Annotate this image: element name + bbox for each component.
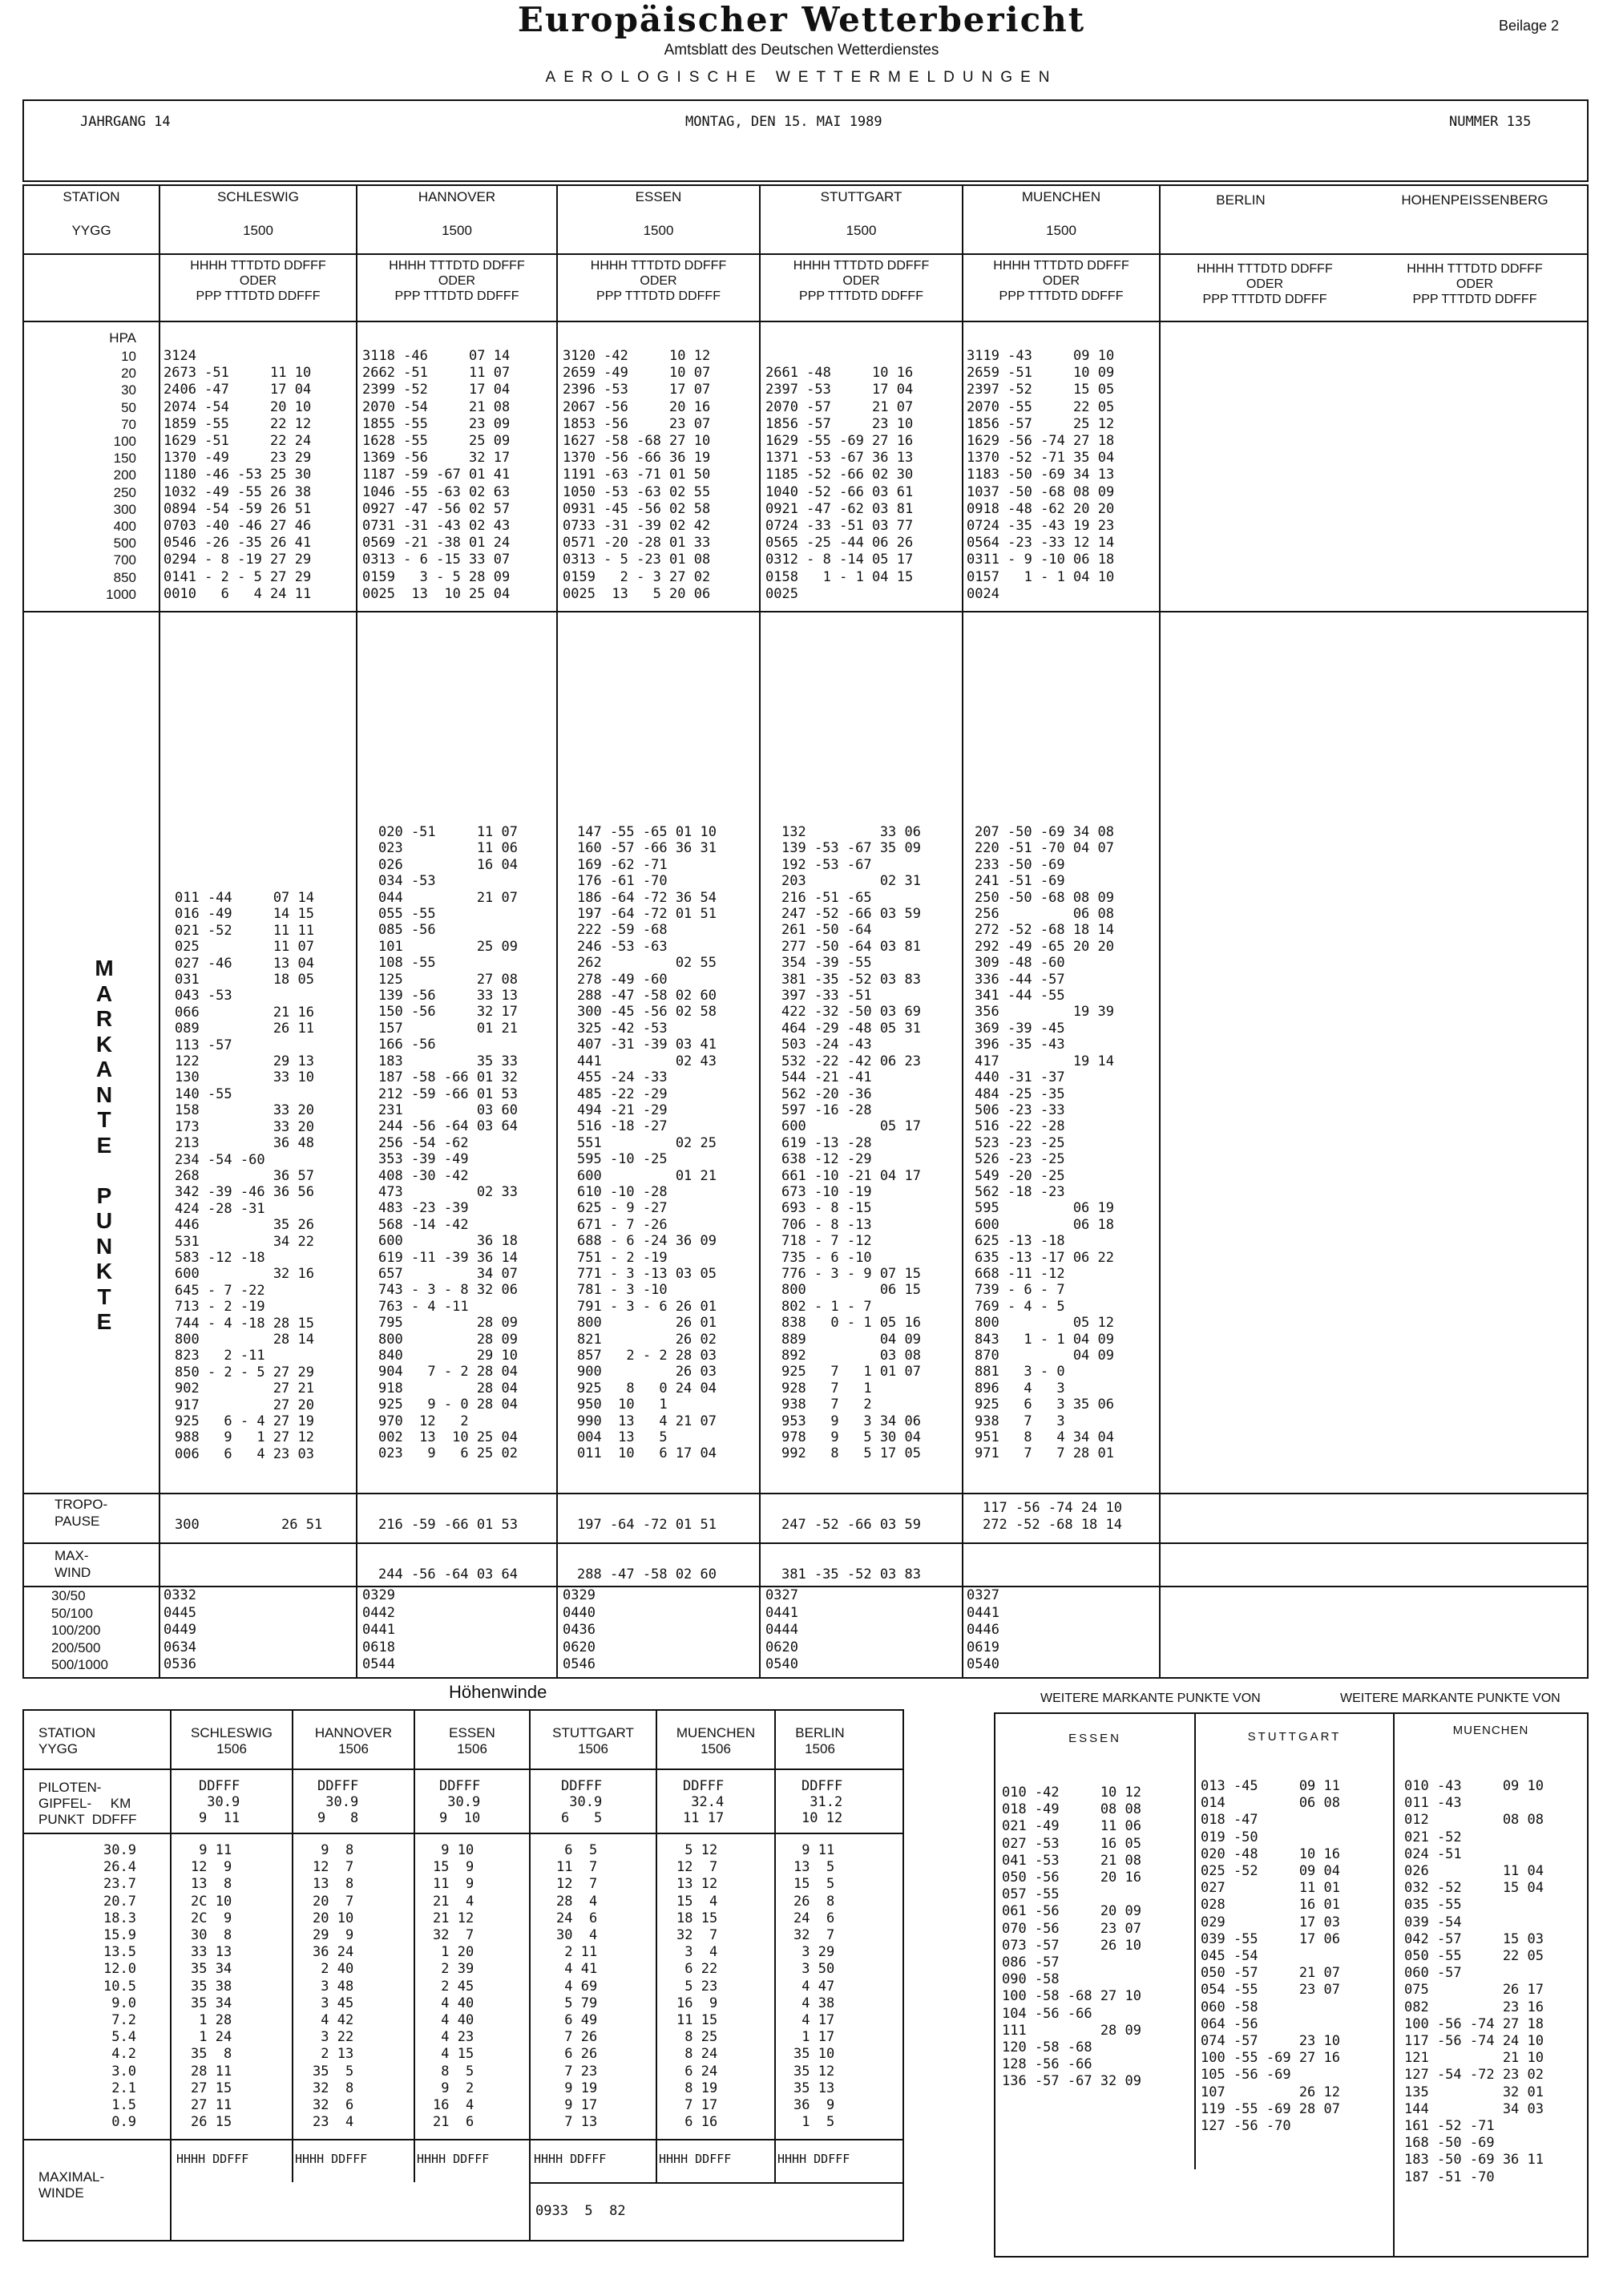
lower-station-label: STATION YYGG — [38, 1725, 96, 1756]
winds-hannover: 9 8 12 7 13 8 20 7 20 10 29 9 36 24 2 40 3 48 3 45 4 42 3 22 2 13 35 5 32 8 32 6 23 4 — [313, 1842, 354, 2131]
station-berlin: BERLIN — [1216, 192, 1266, 208]
colhead: HHHH TTTDTD DDFFF ODER PPP TTTDTD DDFFF — [590, 259, 727, 303]
tropo-essen: 197 -64 -72 01 51 — [577, 1517, 717, 1533]
std-levels-schleswig: 3124 2673 -51 11 10 2406 -47 17 04 2074 -54 20 10 1859 -55 22 12 1629 -51 22 24 1370 -49 23 29 1180 -46 -53 25 30 1032 -49 -55 26 38 0894 -54 -59 26 51 0703 -40 -46 27 46 0546 -26 -35 26 41 0294 - 8 -19 27 29 0141 - 2 - 5 27 29 0010 6 4 24 11 — [164, 348, 312, 602]
tropo-muenchen: 117 -56 -74 24 10 272 -52 -68 18 14 — [983, 1500, 1122, 1533]
hoehenwinde-title: Höhenwinde — [449, 1682, 547, 1702]
markante-stuttgart: 132 33 06 139 -53 -67 35 09 192 -53 -67 203 02 31 216 -51 -65 247 -52 -66 03 59 261 -50 -64 277 -50 -64 03 81 354 -39 -55 381 -35 -52 03 83 397 -33 -51 422 -32 -50 03 69 464 -29 -48 05 31 503 -24 -43 532 -22 -42 06 23 544 -21 -41 562 -20 -36 597 -16 -28 600 05 17 619 -13 -28 638 -12 -29 661 -10 -21 04 17 673 -10 -19 693 - 8 -15 706 - 8 -13 718 - 7 -12 735 - 6 -10 776 - 3 - 9 07 15 800 06 15 802 - 1 - 7 838 0 - 1 05 16 889 04 09 892 03 08 925 7 1 01 07 928 7 1 938 7 2 953 9 3 34 06 978 9 5 30 04 992 8 5 17 05 — [781, 824, 921, 1462]
colhead: HHHH TTTDTD DDFFF ODER PPP TTTDTD DDFFF — [1407, 262, 1543, 306]
pilot-essen: DDFFF 30.9 9 10 — [439, 1778, 481, 1826]
tropopause-label: TROPO- PAUSE — [55, 1497, 108, 1529]
lower-station-muenchen: MUENCHEN 1506 — [676, 1725, 756, 1756]
weitere-station-essen: ESSEN — [1068, 1732, 1121, 1745]
station-hannover: HANNOVER — [418, 189, 496, 204]
markante-punkte-label: M A R K A N T E P U N K T E — [95, 956, 114, 1334]
maxwind-head-hannover: HHHH DDFFF — [295, 2152, 368, 2166]
std-levels-hannover: 3118 -46 07 14 2662 -51 11 07 2399 -52 17 04 2070 -54 21 08 1855 -55 23 09 1628 -55 25 09 1369 -56 32 17 1187 -59 -67 01 41 1046 -55 -63 02 63 0927 -47 -56 02 57 0731 -31 -43 02 43 0569 -21 -38 01 24 0313 - 6 -15 33 07 0159 3 - 5 28 09 0025 13 10 25 04 — [362, 348, 511, 602]
pilot-schleswig: DDFFF 30.9 9 11 — [199, 1778, 240, 1826]
colhead: HHHH TTTDTD DDFFF ODER PPP TTTDTD DDFFF — [389, 259, 525, 303]
maximal-winde-label: MAXIMAL- WINDE — [38, 2169, 105, 2201]
hpa-levels: 10 20 30 50 70 100 150 200 250 300 400 500 700 850 1000 — [106, 349, 136, 602]
weitere-station-muenchen: MUENCHEN — [1452, 1724, 1529, 1737]
markante-essen: 147 -55 -65 01 10 160 -57 -66 36 31 169 -62 -71 176 -61 -70 186 -64 -72 36 54 197 -64 -72 01 51 222 -59 -68 246 -53 -63 262 02 55 278 -49 -60 288 -47 -58 02 60 300 -45 -56 02 58 325 -42 -53 407 -31 -39 03 41 441 02 43 455 -24 -33 485 -22 -29 494 -21 -29 516 -18 -27 551 02 25 595 -10 -25 600 01 21 610 -10 -28 625 - 9 -27 671 - 7 -26 688 - 6 -24 36 09 751 - 2 -19 771 - 3 -13 03 05 781 - 3 -10 791 - 3 - 6 26 01 800 26 01 821 26 02 857 2 - 2 28 03 900 26 03 925 8 0 24 04 950 10 1 990 13 4 21 07 004 13 5 011 10 6 17 04 — [577, 824, 717, 1462]
std-levels-essen: 3120 -42 10 12 2659 -49 10 07 2396 -53 17 07 2067 -56 20 16 1853 -56 23 07 1627 -58 -68 27 10 1370 -56 -66 36 19 1191 -63 -71 01 50 1050 -53 -63 02 55 0931 -45 -56 02 58 0733 -31 -39 02 42 0571 -20 -28 01 33 0313 - 5 -23 01 08 0159 2 - 3 27 02 0025 13 5 20 06 — [563, 348, 711, 602]
maxwind-head-muenchen: HHHH DDFFF — [659, 2152, 732, 2166]
winds-essen: 9 10 15 9 11 9 21 4 21 12 32 7 1 20 2 39 2 45 4 40 4 40 4 23 4 15 8 5 9 2 16 4 21 6 — [433, 1842, 474, 2131]
lower-station-hannover: HANNOVER 1506 — [314, 1725, 393, 1756]
lower-station-schleswig: SCHLESWIG 1506 — [190, 1725, 273, 1756]
yygg-label: YYGG — [71, 223, 111, 238]
weitere-title-2: WEITERE MARKANTE PUNKTE VON — [1340, 1692, 1561, 1705]
shear-stuttgart: 0327 0441 0444 0620 0540 — [765, 1587, 798, 1673]
colhead: HHHH TTTDTD DDFFF ODER PPP TTTDTD DDFFF — [793, 259, 930, 303]
tropo-schleswig: 300 26 51 — [175, 1517, 323, 1533]
time-hannover: 1500 — [442, 223, 472, 238]
markante-hannover: 020 -51 11 07 023 11 06 026 16 04 034 -53 044 21 07 055 -55 085 -56 101 25 09 108 -55 125 27 08 139 -56 33 13 150 -56 32 17 157 01 21 166 -56 183 35 33 187 -58 -66 01 32 212 -59 -66 01 53 231 03 60 244 -56 -64 03 64 256 -54 -62 353 -39 -49 408 -30 -42 473 02 33 483 -23 -39 568 -14 -42 600 36 18 619 -11 -39 36 14 657 34 07 743 - 3 - 8 32 06 763 - 4 -11 795 28 09 800 28 09 840 29 10 904 7 - 2 28 04 918 28 04 925 9 - 0 28 04 970 12 2 002 13 10 25 04 023 9 6 25 02 — [378, 824, 518, 1462]
issue-number: NUMMER 135 — [1449, 114, 1532, 130]
station-muenchen: MUENCHEN — [1021, 189, 1101, 204]
winds-muenchen: 5 12 12 7 13 12 15 4 18 15 32 7 3 4 6 22 5 23 16 9 11 15 8 25 8 24 6 24 8 19 7 17 6 16 — [676, 1842, 718, 2131]
station-stuttgart: STUTTGART — [820, 189, 902, 204]
weitere-muenchen: 010 -43 09 10 011 -43 012 08 08 021 -52 024 -51 026 11 04 032 -52 15 04 035 -55 039 -54 042 -57 15 03 050 -55 22 05 060 -57 075 26 17 082 23 16 100 -56 -74 27 18 117 -56 -74 24 10 121 21 10 127 -54 -72 23 02 135 32 01 144 34 03 161 -52 -71 168 -50 -69 183 -50 -69 36 11 187 -51 -70 — [1404, 1778, 1544, 2185]
pilot-hannover: DDFFF 30.9 9 8 — [317, 1778, 359, 1826]
tropo-hannover: 216 -59 -66 01 53 — [378, 1517, 518, 1533]
section-title: AEROLOGISCHE WETTERMELDUNGEN — [545, 69, 1058, 86]
newspaper-subtitle: Amtsblatt des Deutschen Wetterdienstes — [664, 42, 939, 59]
weitere-essen: 010 -42 10 12 018 -49 08 08 021 -49 11 06 027 -53 16 05 041 -53 21 08 050 -56 20 16 057 -55 061 -56 20 09 070 -56 23 07 073 -57 26 10 086 -57 090 -58 100 -58 -68 27 10 104 -56 -66 111 28 09 120 -58 -68 128 -56 -66 136 -57 -67 32 09 — [1002, 1785, 1141, 2090]
time-stuttgart: 1500 — [846, 223, 877, 238]
winds-berlin: 9 11 13 5 15 5 26 8 24 6 32 7 3 29 3 50 4 47 4 38 4 17 1 17 35 10 35 12 35 13 36 9 1 5 — [793, 1842, 835, 2131]
time-schleswig: 1500 — [243, 223, 273, 238]
newspaper-title: Europäischer Wetterbericht — [517, 0, 1086, 39]
maxwind-head-schleswig: HHHH DDFFF — [176, 2152, 249, 2166]
maxwind-essen: 288 -47 -58 02 60 — [577, 1566, 717, 1583]
station-essen: ESSEN — [635, 189, 682, 204]
station-label: STATION — [63, 189, 120, 204]
markante-schleswig: 011 -44 07 14 016 -49 14 15 021 -52 11 11 025 11 07 027 -46 13 04 031 18 05 043 -53 066 21 16 089 26 11 113 -57 122 29 13 130 33 10 140 -55 158 33 20 173 33 20 213 36 48 234 -54 -60 268 36 57 342 -39 -46 36 56 424 -28 -31 446 35 26 531 34 22 583 -12 -18 600 32 16 645 - 7 -22 713 - 2 -19 744 - 4 -18 28 15 800 28 14 823 2 -11 850 - 2 - 5 27 29 902 27 21 917 27 20 925 6 - 4 27 19 988 9 1 27 12 006 6 4 23 03 — [175, 890, 314, 1462]
weitere-stuttgart: 013 -45 09 11 014 06 08 018 -47 019 -50 020 -48 10 16 025 -52 09 04 027 11 01 028 16 01 029 17 03 039 -55 17 06 045 -54 050 -57 21 07 054 -55 23 07 060 -58 064 -56 074 -57 23 10 100 -55 -69 27 16 105 -56 -69 107 26 12 119 -55 -69 28 07 127 -56 -70 — [1201, 1778, 1340, 2135]
pilot-berlin: DDFFF 31.2 10 12 — [802, 1778, 843, 1826]
colhead: HHHH TTTDTD DDFFF ODER PPP TTTDTD DDFFF — [993, 259, 1129, 303]
weitere-title-1: WEITERE MARKANTE PUNKTE VON — [1040, 1692, 1261, 1705]
shear-muenchen: 0327 0441 0446 0619 0540 — [967, 1587, 999, 1673]
maxwind-stuttgart: 381 -35 -52 03 83 — [781, 1566, 921, 1583]
time-essen: 1500 — [643, 223, 674, 238]
lower-station-berlin: BERLIN 1506 — [795, 1725, 845, 1756]
maxwind-head-berlin: HHHH DDFFF — [777, 2152, 850, 2166]
shear-schleswig: 0332 0445 0449 0634 0536 — [164, 1587, 196, 1673]
maxwind-stuttgart-value: 0933 5 82 — [535, 2203, 626, 2219]
winds-schleswig: 9 11 12 9 13 8 2C 10 2C 9 30 8 33 13 35 34 35 38 35 34 1 28 1 24 35 8 28 11 27 15 27 11 26 15 — [191, 1842, 232, 2131]
wind-heights: 30.9 26.4 23.7 20.7 18.3 15.9 13.5 12.0 10.5 9.0 7.2 5.4 4.2 3.0 2.1 1.5 0.9 — [103, 1842, 136, 2131]
markante-muenchen: 207 -50 -69 34 08 220 -51 -70 04 07 233 -50 -69 241 -51 -69 250 -50 -68 08 09 256 06 08 272 -52 -68 18 14 292 -49 -65 20 20 309 -48 -60 336 -44 -57 341 -44 -55 356 19 39 369 -39 -45 396 -35 -43 417 19 14 440 -31 -37 484 -25 -35 506 -23 -33 516 -22 -28 523 -23 -25 526 -23 -25 549 -20 -25 562 -18 -23 595 06 19 600 06 18 625 -13 -18 635 -13 -17 06 22 668 -11 -12 739 - 6 - 7 769 - 4 - 5 800 05 12 843 1 - 1 04 09 870 04 09 881 3 - 0 896 4 3 925 6 3 35 06 938 7 3 951 8 4 34 04 971 7 7 28 01 — [975, 824, 1114, 1462]
shear-hannover: 0329 0442 0441 0618 0544 — [362, 1587, 395, 1673]
pilot-stuttgart: DDFFF 30.9 6 5 — [561, 1778, 603, 1826]
station-schleswig: SCHLESWIG — [216, 189, 300, 204]
shear-labels: 30/50 50/100 100/200 200/500 500/1000 — [51, 1588, 108, 1673]
maxwind-head-stuttgart: HHHH DDFFF — [534, 2152, 607, 2166]
hpa-label: HPA — [109, 330, 136, 346]
colhead: HHHH TTTDTD DDFFF ODER PPP TTTDTD DDFFF — [190, 259, 326, 303]
winds-stuttgart: 6 5 11 7 12 7 28 4 24 6 30 4 2 11 4 41 4 69 5 79 6 49 7 26 6 26 7 23 9 19 9 17 7 13 — [556, 1842, 598, 2131]
pilot-label: PILOTEN- GIPFEL- KM PUNKT DDFFF — [38, 1780, 137, 1827]
issue-date: MONTAG, DEN 15. MAI 1989 — [685, 114, 882, 130]
lower-station-stuttgart: STUTTGART 1506 — [552, 1725, 634, 1756]
maxwind-head-essen: HHHH DDFFF — [417, 2152, 490, 2166]
beilage-label: Beilage 2 — [1499, 18, 1560, 34]
maxwind-label: MAX- WIND — [55, 1548, 91, 1580]
tropo-stuttgart: 247 -52 -66 03 59 — [781, 1517, 921, 1533]
station-hohenpeissenberg: HOHENPEISSENBERG — [1401, 192, 1548, 208]
std-levels-stuttgart: 2661 -48 10 16 2397 -53 17 04 2070 -57 21 07 1856 -57 23 10 1629 -55 -69 27 16 1371 -53 -67 36 13 1185 -52 -66 02 30 1040 -52 -66 03 61 0921 -47 -62 03 81 0724 -33 -51 03 77 0565 -25 -44 06 26 0312 - 8 -14 05 17 0158 1 - 1 04 15 0025 — [765, 365, 914, 602]
lower-station-essen: ESSEN 1506 — [449, 1725, 495, 1756]
std-levels-muenchen: 3119 -43 09 10 2659 -51 10 09 2397 -52 15 05 2070 -55 22 05 1856 -57 25 12 1629 -56 -74 27 18 1370 -52 -71 35 04 1183 -50 -69 34 13 1037 -50 -68 08 09 0918 -48 -62 20 20 0724 -35 -43 19 23 0564 -23 -33 12 14 0311 - 9 -10 06 18 0157 1 - 1 04 10 0024 — [967, 348, 1115, 602]
weitere-station-stuttgart: STUTTGART — [1247, 1730, 1342, 1744]
maxwind-hannover: 244 -56 -64 03 64 — [378, 1566, 518, 1583]
jahrgang: JAHRGANG 14 — [80, 114, 171, 130]
pilot-muenchen: DDFFF 32.4 11 17 — [683, 1778, 725, 1826]
time-muenchen: 1500 — [1046, 223, 1076, 238]
colhead: HHHH TTTDTD DDFFF ODER PPP TTTDTD DDFFF — [1197, 262, 1333, 306]
shear-essen: 0329 0440 0436 0620 0546 — [563, 1587, 596, 1673]
